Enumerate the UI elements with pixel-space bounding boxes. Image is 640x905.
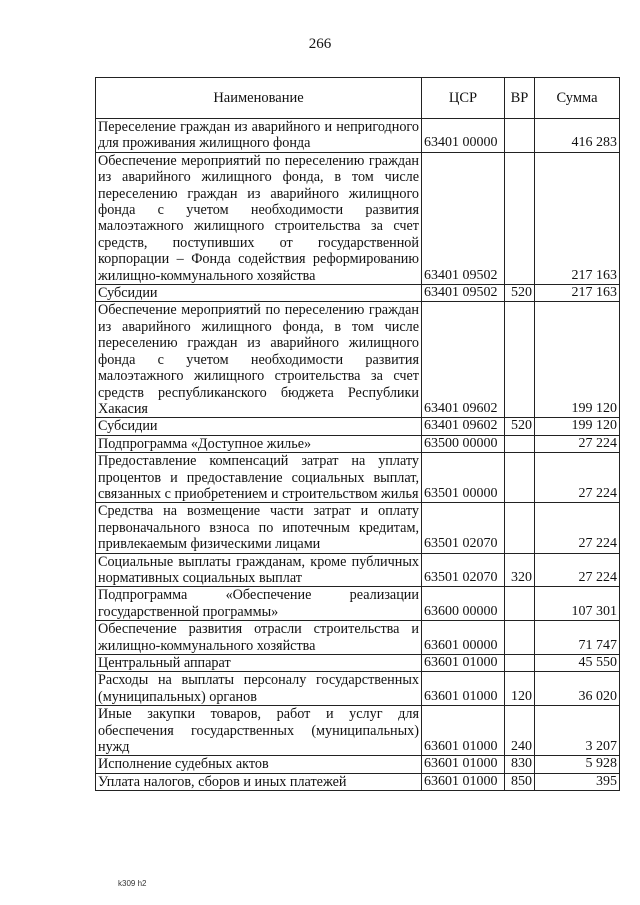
row-vr-cell	[505, 503, 535, 553]
row-csr-cell: 63501 02070	[422, 553, 505, 587]
row-csr-cell: 63401 00000	[422, 119, 505, 153]
row-name-cell: Субсидии	[96, 418, 422, 435]
row-vr-cell	[505, 587, 535, 621]
table-row	[96, 503, 620, 553]
header-csr: ЦСР	[422, 78, 505, 119]
row-name-cell: Средства на возмещение части затрат и оплату первоначального взноса по ипотечным кредитам, привлекаемым физическими лицами	[96, 503, 422, 553]
table-row	[96, 152, 620, 284]
row-vr-cell: 240	[505, 706, 535, 756]
row-csr-cell: 63601 01000	[422, 773, 505, 790]
footer-code: k309 h2	[118, 879, 147, 888]
table-row	[96, 418, 620, 435]
table-row	[96, 119, 620, 153]
row-sum-cell: 199 120	[535, 418, 620, 435]
table-row	[96, 553, 620, 587]
row-csr-cell: 63401 09502	[422, 285, 505, 302]
row-csr-cell: 63401 09602	[422, 302, 505, 418]
row-sum-cell: 217 163	[535, 285, 620, 302]
row-vr-cell: 850	[505, 773, 535, 790]
row-name-cell: Подпрограмма «Доступное жилье»	[96, 435, 422, 452]
row-csr-cell: 63601 01000	[422, 672, 505, 706]
row-vr-cell: 520	[505, 418, 535, 435]
row-sum-cell: 3 207	[535, 706, 620, 756]
table-row	[96, 285, 620, 302]
row-csr-cell: 63601 01000	[422, 706, 505, 756]
row-vr-cell: 320	[505, 553, 535, 587]
row-name-cell: Исполнение судебных актов	[96, 756, 422, 773]
header-sum: Сумма	[535, 78, 620, 119]
row-vr-cell: 830	[505, 756, 535, 773]
row-vr-cell: 520	[505, 285, 535, 302]
row-sum-cell: 27 224	[535, 503, 620, 553]
row-csr-cell: 63401 09602	[422, 418, 505, 435]
row-vr-cell: 120	[505, 672, 535, 706]
row-vr-cell	[505, 435, 535, 452]
row-sum-cell: 71 747	[535, 621, 620, 655]
row-csr-cell: 63600 00000	[422, 587, 505, 621]
row-sum-cell: 416 283	[535, 119, 620, 153]
row-name-cell: Субсидии	[96, 285, 422, 302]
row-sum-cell: 27 224	[535, 435, 620, 452]
table-row	[96, 706, 620, 756]
row-vr-cell	[505, 302, 535, 418]
row-name-cell: Центральный аппарат	[96, 655, 422, 672]
row-name-cell: Предоставление компенсаций затрат на уплату процентов и предоставление социальных выплат, связанных с приобретением и строительством жилья	[96, 453, 422, 503]
row-name-cell: Переселение граждан из аварийного и непригодного для проживания жилищного фонда	[96, 119, 422, 153]
table-row	[96, 672, 620, 706]
row-name-cell: Уплата налогов, сборов и иных платежей	[96, 773, 422, 790]
row-name-cell: Социальные выплаты гражданам, кроме публичных нормативных социальных выплат	[96, 553, 422, 587]
table-row	[96, 587, 620, 621]
row-csr-cell: 63501 02070	[422, 503, 505, 553]
table-row	[96, 655, 620, 672]
table-row	[96, 756, 620, 773]
row-name-cell: Подпрограмма «Обеспечение реализации государственной программы»	[96, 587, 422, 621]
row-sum-cell: 217 163	[535, 152, 620, 284]
table-row	[96, 302, 620, 418]
row-name-cell: Обеспечение мероприятий по переселению граждан из аварийного жилищного фонда, в том числе переселению граждан из аварийного жилищного фонда с учетом необходимости развития малоэтажного жилищного строительства за счет средств, поступивших от государственной корпорации – Фонда содействия реформированию жилищно-коммунального хозяйства	[96, 152, 422, 284]
row-sum-cell: 45 550	[535, 655, 620, 672]
row-sum-cell: 107 301	[535, 587, 620, 621]
row-name-cell: Иные закупки товаров, работ и услуг для обеспечения государственных (муниципальных) нужд	[96, 706, 422, 756]
row-vr-cell	[505, 453, 535, 503]
page-number: 266	[308, 36, 332, 52]
row-vr-cell	[505, 152, 535, 284]
header-name: Наименование	[96, 78, 422, 119]
row-csr-cell: 63601 00000	[422, 621, 505, 655]
row-name-cell: Обеспечение развития отрасли строительства и жилищно-коммунального хозяйства	[96, 621, 422, 655]
header-row	[96, 78, 620, 119]
row-sum-cell: 199 120	[535, 302, 620, 418]
row-sum-cell: 395	[535, 773, 620, 790]
row-csr-cell: 63500 00000	[422, 435, 505, 452]
row-sum-cell: 36 020	[535, 672, 620, 706]
row-csr-cell: 63501 00000	[422, 453, 505, 503]
table-header	[96, 78, 620, 119]
row-csr-cell: 63601 01000	[422, 756, 505, 773]
row-csr-cell: 63401 09502	[422, 152, 505, 284]
row-sum-cell: 5 928	[535, 756, 620, 773]
table-row	[96, 773, 620, 790]
table-row	[96, 621, 620, 655]
table-row	[96, 453, 620, 503]
header-vr: ВР	[505, 78, 535, 119]
row-csr-cell: 63601 01000	[422, 655, 505, 672]
row-name-cell: Расходы на выплаты персоналу государственных (муниципальных) органов	[96, 672, 422, 706]
row-vr-cell	[505, 655, 535, 672]
table-row	[96, 435, 620, 452]
row-vr-cell	[505, 119, 535, 153]
row-sum-cell: 27 224	[535, 553, 620, 587]
budget-table	[95, 77, 620, 791]
row-name-cell: Обеспечение мероприятий по переселению граждан из аварийного жилищного фонда, в том числе переселению граждан из аварийного жилищного фонда с учетом необходимости развития малоэтажного жилищного строительства за счет средств республиканского бюджета Республики Хакасия	[96, 302, 422, 418]
table-body	[96, 119, 620, 791]
row-vr-cell	[505, 621, 535, 655]
row-sum-cell: 27 224	[535, 453, 620, 503]
